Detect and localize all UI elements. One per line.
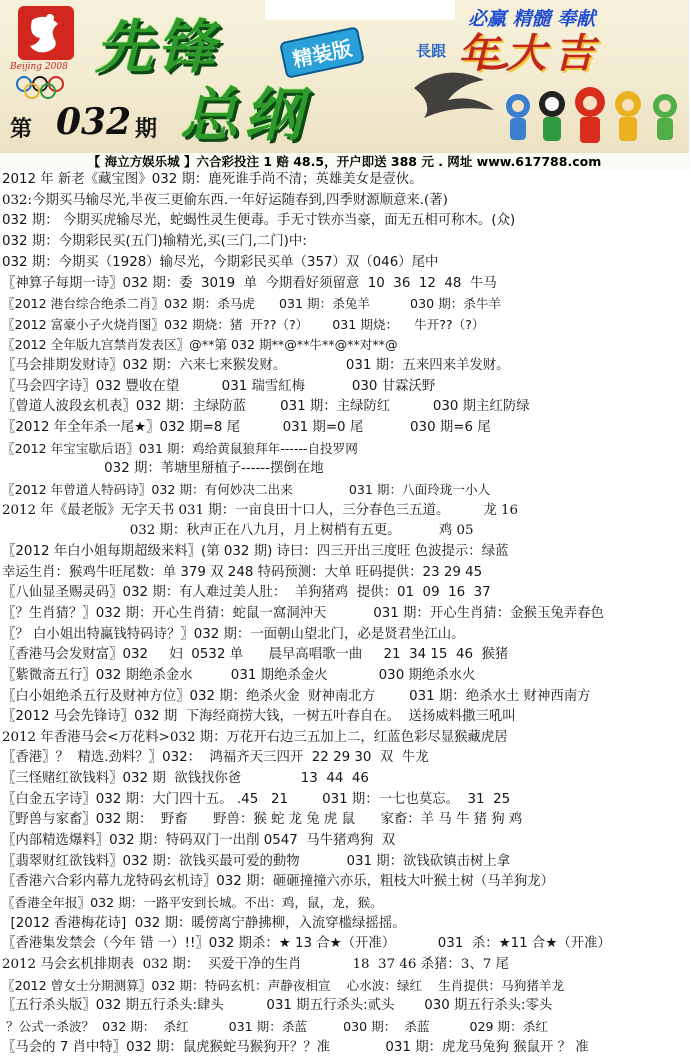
olympic-emblem-icon [10,4,82,100]
content-row: 〖2012 全年版九宫禁肖发表区〗@**第 032 期**@**牛**@**对**@ [2,337,398,352]
new-year-text: 年大吉 [458,30,602,77]
blank-area [265,0,455,20]
content-row: 〖白小姐绝杀五行及财神方位〗032 期：绝杀火金 财神南北方 031 期：绝杀水土 财神西南方 [2,689,591,704]
content-row: 032 期：今期彩民买(五门)输精光,买(三门,二门)中: [2,234,307,249]
content-row: 〖2012 年白小姐每期超级来料〗(第 032 期) 诗曰：四三开出三度旺 色波提示：绿蓝 [2,544,509,559]
content-row: 〖2012 富豪小子火烧肖图〗032 期烧：猪 开??（?） 031 期烧： 牛开??（?） [2,317,485,332]
content-row: 032 期： 今期买虎输尽光，蛇蝎性灵生便毒。手无寸铁亦当豪，面无五相可称木。(众) [2,213,516,228]
content-row: 〖白金五字诗〗032 期：大门四十五。 .45 21 031 期：一七也莫忘。 31 25 [2,792,511,807]
content-row: 2012 年《最老版》无字天书 031 期：一亩良田十口人，三分春色三五道。 龙 16 [2,503,519,518]
content-row: 〖2012 年曾道人特码诗〗032 期：有何妙决二出来 031 期：八面玲珑一小人 [2,482,491,497]
content-row: 〖紫微斋五行〗032 期绝杀金水 031 期绝杀金火 030 期绝杀水火 [2,668,476,683]
content-row: 〖2012 年全年杀一尾★〗032 期=8 尾 031 期=0 尾 030 期=6 尾 [2,420,491,435]
main-title-top: 先锋 [95,13,220,81]
content-row: 〖香港〗？ 精选.劲料？〗032： 鸿福齐天三四开 22 29 30 双 牛龙 [2,750,429,765]
issue-suffix: 期 [135,116,158,142]
content-row: 〖八仙显圣赐灵码〗032 期：有人难过美人肚： 羊狗猪鸡 提供：01 09 16 37 [2,585,491,600]
content-row: 〖内部精选爆料〗032 期：特码双门一出削 0547 马牛猪鸡狗 双 [2,833,396,848]
ad-line: 【 海立方娱乐城 】六合彩投注 1 赔 48.5，开户即送 388 元 . 网址 www.617788.com [0,153,689,170]
content-row: 〖2012 年宝宝歇后语〗031 期：鸡给黄鼠狼拜年------自投罗网 [2,441,358,456]
mascots-icon [500,84,685,148]
content-row: 〖翡翠财红欲钱料〗032 期：欲钱买最可爱的動物 031 期：欲钱砍镇击树上拿 [2,854,511,869]
content-row: 幸运生肖：猴鸡牛旺尾数：单 379 双 248 特码预测：大单 旺码提供：23 29 45 [2,565,483,580]
content-row: 〖曾道人波段玄机表〗032 期：主绿防蓝 031 期：主绿防红 030 期主红防绿 [2,399,530,414]
content-row: 〖香港全年报〗032 期：一路平安到长城。不出：鸡，鼠，龙，猴。 [2,895,383,910]
content-row: 〖香港六合彩内幕九龙特码玄机诗〗032 期：砸砸撞撞六亦乐，粗枝大叶猴土树（马羊狗龙） [2,874,555,889]
content-row: 032 期：苇塘里掰植子------摆倒在地 [2,461,324,476]
issue-prefix: 第 [10,116,33,142]
content-row: 〖香港集发禁会（今年 错 一）!!〗032 期杀：★ 13 合★（开准） 031 杀：★11 合★（开准） [2,936,611,951]
content-row: 2012 马会玄机排期表 032 期： 买爱干净的生肖 18 37 46 杀猪：3、7 尾 [2,957,509,972]
content-row: 032:今期买马输尽光,半夜三更偷东西.一年好运随春到,四季财源顺意来.(著) [2,193,448,208]
content-row: ？公式一杀波？ 032 期： 杀红 031 期：杀蓝 030 期： 杀蓝 029 期：杀红 [2,1019,548,1034]
content-row: 〖？ 白小姐出特赢钱特码诗？〗032 期：一面朝山望北门，必是贤君坐江山。 [2,627,465,642]
issue-number: 032 [56,101,132,143]
content-row: 〖马会排期发财诗〗032 期：六来七来猴发财。 031 期：五来四来羊发财。 [2,358,510,373]
content-row: 〖五行杀头版〗032 期五行杀头:肆头 031 期五行杀头:贰头 030 期五行杀头:零头 [2,998,553,1013]
content-row: [2012 香港梅花诗] 032 期：暖傍离宁静拂柳，入流穿槛绿摇摇。 [2,916,406,931]
content-row: 〖2012 曾女士分期测算〗032 期：特码玄机：声静夜相宣 心水波：绿红 生肖提供：马狗猪羊龙 [2,978,565,993]
content-row: 〖野兽与家畜〗032 期： 野畜 野兽：猴 蛇 龙 兔 虎 鼠 家畜：羊 马 牛 猪 狗 鸡 [2,812,523,827]
brand-label: 長跟 [416,42,447,60]
content-row: 〖香港马会发财富〗032 妇 0532 单 晨早高唱歌一曲 21 34 15 46 猴猪 [2,647,509,662]
content-list [0,170,689,1055]
content-row: 032 期：今期买（1928）输尽光，今期彩民买单（357）双（046）尾中 [2,255,439,270]
slogan: 必赢 精髓 奉献 [468,8,596,30]
content-row: 〖马会四字诗〗032 豐收在望 031 瑞雪紅梅 030 甘霖沃野 [2,379,436,394]
content-row: 2012 年 新老《藏宝图》032 期：鹿死谁手尚不清；英雄美女是壹伙。 [2,172,423,187]
content-row: 〖2012 马会先锋诗〗032 期 下海经商捞大钱，一树五叶春自在。 送扬威料撒三吼叫 [2,709,516,724]
content-row: 〖？生肖猜？〗032 期：开心生肖猜：蛇鼠一窩洞沖天 031 期：开心生肖猜：金猴玉兔弄春色 [2,606,604,621]
content-row: 2012 年香港马会<万花料>032 期：万花开右边三五加上二，红蓝色彩尽显猴藏虎居 [2,730,508,745]
content-row: 〖三怪赌红欲钱料〗032 期 欲钱找你爸 13 44 46 [2,771,369,786]
header-banner [0,0,689,156]
emblem-caption: Beijing 2008 [10,62,68,72]
edition-badge: 精装版 [279,26,365,79]
content-row: 〖神算子每期一诗〗032 期：委 3019 单 今期看好须留意 10 36 12 48 牛马 [2,276,497,291]
content-row: 〖马会的 7 肖中特〗032 期：鼠虎猴蛇马猴狗开？？准 031 期：虎龙马兔狗 猴鼠开 ？ 准 [2,1040,589,1055]
content-row: 〖2012 港台综合绝杀二肖〗032 期：杀马虎 031 期：杀兔羊 030 期：杀牛羊 [2,296,502,311]
main-title-bottom: 总纲 [180,81,309,149]
content-row: 032 期：秋声正在八九月，月上树梢有五更。 鸡 05 [2,523,474,538]
